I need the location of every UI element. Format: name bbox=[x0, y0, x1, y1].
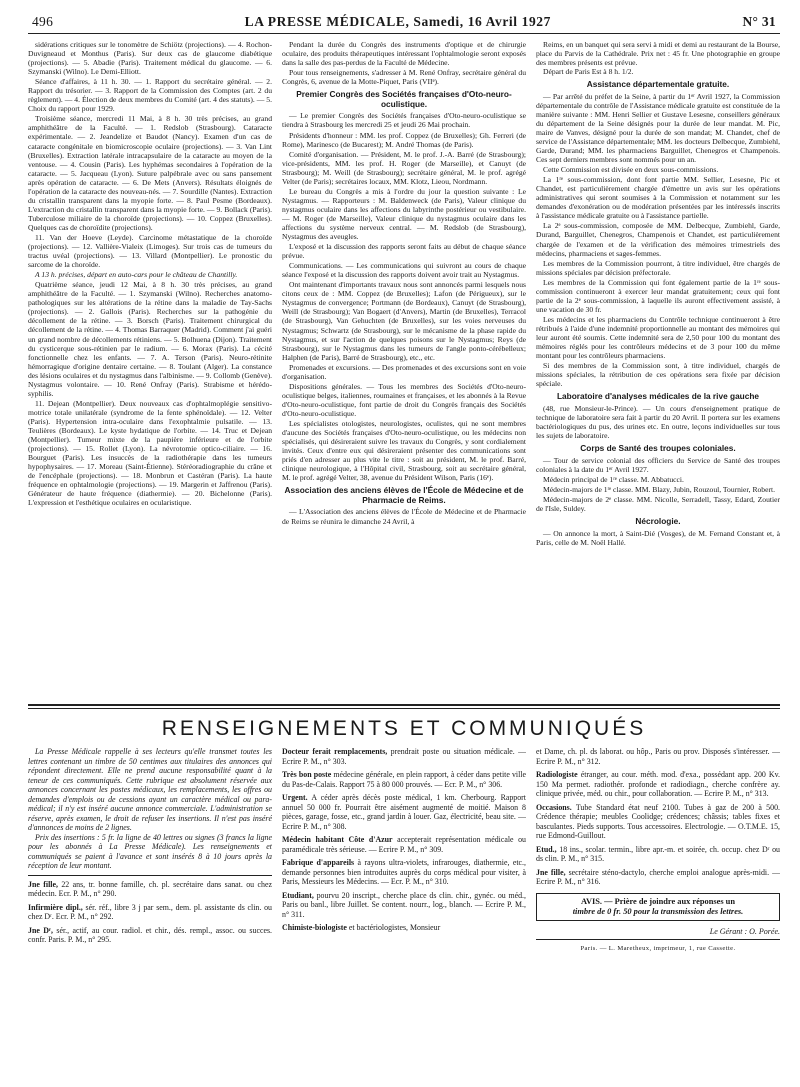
paragraph: Si des membres de la Commission sont, à titre individuel, chargés de missions spéciales, la rétribution de ces opérations sera fixée par décision spéciale. bbox=[536, 361, 780, 389]
paragraph: — On annonce la mort, à Saint-Dié (Vosges), de M. Fernand Constant et, à Paris, celle de M. Noël Hallé. bbox=[536, 528, 780, 547]
paragraph: Les spécialistes otologistes, neurologistes, oculistes, qui ne sont membres d'aucune des Sociétés françaises d'Oto-neuro-oculistique, ou les médecins non spécialisés, qui désireraient suivre les travaux du Congrès, y sont cordialement invités. Ceux d'entre eux qui désireraient présenter des communications sont priés d'en adresser au plus vite le titre : soit au président, M. le prof. Barré, clinique neurologique, à l'Hôpital civil, Strasbourg, soit au secrétaire général, M. le prof. agrégé Velter, 38, avenue du Président Wilson, Paris (16ᵉ). bbox=[282, 418, 526, 483]
paragraph: Médecin-majors de 1ʳᵉ classe. MM. Blazy, Jubin, Rouzoul, Tournier, Robert. bbox=[543, 484, 776, 494]
paragraph: — Le premier Congrès des Sociétés françaises d'Oto-neuro-oculistique se tiendra à Strasbourg les mercredi 25 et jeudi 26 Mai prochain. bbox=[282, 111, 526, 130]
ad-text: médecine générale, en plein rapport, à céder dans petite ville du Pas-de-Calais. Rapport 75 à 80 000 prouvés. — Ecr. P. M., n° 306. bbox=[282, 770, 526, 789]
ad-lead: Etudiant, bbox=[282, 890, 314, 900]
classifieds-column-3 bbox=[536, 747, 780, 1087]
classified-ad bbox=[536, 770, 780, 799]
ad-text: étranger, au cour. méth. mod. d'exa., possédant app. 200 Kv. 150 Ma permet. radiothér. profonde et radiodiagn., cherche confrère ay. clinique privée, méd. ou chir., pour collaboration. — Ecrire P. M., n° 313. bbox=[536, 770, 780, 798]
classifieds-columns bbox=[28, 747, 780, 1087]
ad-text: sér., actif, au cour. radiol. et chir., dés. rempl., assoc. ou succes. confr. Paris. P. M., n° 295. bbox=[28, 925, 272, 944]
paragraph: Troisième séance, mercredi 11 Mai, à 8 h. 30 très précises, au grand amphithéâtre de la Faculté. — 1. Redslob (Strasbourg). Cataracte expérimentale. — 2. Jeandelize et Baudot (Nancy). Examen d'un cas de cataracte congénitale en biomicroscopie oculaire (projections). — 3. Van Lint (Bruxelles). Extraction latérale intracapsulaire de la cataracte au moyen de la ventouse. — 4. Cousin (Paris). Les hyphémas secondaires à l'opération de la cataracte. — 5. Jacqueau (Lyon). Suture palpébrale avec ou sans pansement après opération de cataracte. — 6. De Mets (Anvers). Résultats éloignés de l'opération de la cataracte des nouveau-nés. — 7. Sourdille (Nantes). Extraction du cristallin transparent dans la myopie forte. — 8. Paul Pesme (Bordeaux). L'extraction du cristallin transparent dans la myopie forte. — 9. Bollack (Paris). Tuberculose miliaire de la choroïde (projections). — 10. Coppez (Bruxelles). Quelques cas de choroïdite (projections). bbox=[28, 114, 272, 232]
classified-ad bbox=[282, 747, 526, 766]
paragraph: Ont maintenant d'importants travaux nous sont annoncés parmi lesquels nous citons ceux de : MM. Coppez (de Bruxelles); Lafon (de Périgueux), sur le Nystagmus de convergence; Portmann (de Bordeaux), Canuyt (de Strasbourg), Weill (de Strasbourg); Van Bogaert (d'Anvers), Martin (de Bruxelles), Terracol (de Strasbourg), Van Gehuchten (de Bruxelles), sur les voies nerveuses du Nystagmus; Schwartz (de Strasbourg), sur le mécanisme de la phase rapide du Nystagmus, et sur l'action de quelques poisons sur le Nystagmus; Reys (de Strasbourg), sur le Nystagmus dans les tumeurs de l'angle ponto-cérébelleux; Halphen (de Paris), Barré de Strasbourg), etc., etc. bbox=[282, 280, 526, 362]
paragraph: Pour tous renseignements, s'adresser à M. René Onfray, secrétaire général du Congrès, 6, avenue de la Motte-Piquet, Paris (VIIᵉ). bbox=[282, 68, 526, 87]
ad-text: et bactériologistes, Monsieur bbox=[348, 923, 441, 932]
ad-lead: Occasions. bbox=[536, 802, 572, 812]
section-title: RENSEIGNEMENTS ET COMMUNIQUÉS bbox=[161, 717, 647, 740]
classified-ad bbox=[28, 880, 272, 899]
classified-ad bbox=[282, 858, 526, 887]
ad-text: 18 ins., scolar. termin., libre apr.-m. et soirée, ch. occup. chez Dʳ ou ds clin. P. M., n° 315. bbox=[536, 844, 780, 863]
classified-ad bbox=[536, 803, 780, 841]
ad-text: 22 ans, tr. bonne famille, ch. pl. secrétaire dans sanat. ou chez médecin. Ecr. P. M., n° 290. bbox=[28, 879, 272, 898]
notice-paragraph: La Presse Médicale rappelle à ses lecteurs qu'elle transmet toutes les lettres contenant un timbre de 50 centimes aux titulaires des annonces qui répondent directement. Elle ne prend aucune responsabilité quant à la teneur de ces communiqués. Cette rubrique est absolument réservée aux annonces concernant les postes médicaux, les remplacements, les offres ou demandes d'emplois ou de cessions ayant un caractère médical ou para-médical; il n'y est inséré aucune annonce commerciale. L'administration se réserve, après examen, le droit de refuser les insertions. Il n'est pas inséré d'annonces de moins de 2 lignes. bbox=[28, 747, 272, 832]
ad-lead: Jne fille, bbox=[28, 879, 58, 889]
notice-line: AVIS. — Prière de joindre aux réponses un bbox=[580, 896, 735, 906]
paragraph: Communications. — Les communications qui suivront au cours de chaque séance l'exposé et la discussion des rapports doivent avoir trait au Nystagmus. bbox=[282, 261, 526, 280]
paragraph: Quatrième séance, jeudi 12 Mai, à 8 h. 30 très précises, au grand amphithéâtre de la Faculté. — 1. Szymanski (Wilno). Recherches anatomo-pathologiques sur les altérations de la rétine dans la maladie de Tay-Sachs (projections). — 2. Gallois (Paris). Recherches sur la pathogénie du décollement de la rétine. — 3. Borsch (Paris). Traitement chirurgical du décollement de la rétine. — 4. Thomas Barraquer (Madrid). Comment j'ai guéri un grand nombre de décollements rétiniens. — 5. Bolhuena (Dijon). Traitement du cysticerque sous-rétinien par le radium. — 6. Morax (Paris). La cécité fonctionnelle chez les enfants. — 7. A. Terson (Paris). Neuro-rétinite hémorragique d'origine dentaire certaine. — 8. Toulant (Alger). La constance des lésions oculaires et du nystagmus dans l'albinisme. — 9. Collomb (Genève). Nystagmus volontaire. — 10. René Onfray (Paris). Strabisme et hérédo-syphilis. bbox=[28, 280, 272, 398]
classified-ad bbox=[28, 926, 272, 945]
ad-text: à rayons ultra-violets, infrarouges, diathermie, etc., demande personnes bien introduites auprès du corps médical pour visiter, à Paris, Messieurs les Médecins. — Ecr. P. M., n° 310. bbox=[282, 858, 526, 886]
classifieds-column-1 bbox=[28, 747, 272, 1087]
ad-text: prendrait poste ou situation médicale. — Ecrire P. M., n° 303. bbox=[282, 747, 526, 766]
page-number: 496 bbox=[32, 14, 54, 29]
printer-imprint: Paris. — L. Maretheux, imprimeur, 1, rue Cassette. bbox=[580, 945, 736, 952]
paragraph: — L'Association des anciens élèves de l'École de Médecine et de Pharmacie de Reims se réunira le dimanche 24 Avril, à bbox=[282, 507, 526, 526]
ad-text: pourvu 20 inscript., cherche place ds clin. chir., gynéc. ou méd., Paris ou banl., libre Juillet. Se content. nourr., log., blanch. — Ecrire P. M., n° 311. bbox=[282, 890, 526, 919]
paragraph: Le bureau du Congrès a mis à l'ordre du jour la question suivante : Le Nystagmus. — Rapporteurs : M. Baldenweck (de Paris), Valeur clinique du nystagmus oculaire dans les affections du labyrinthe postérieur ou vestibulaire. — M. Roger (de Marseille), Valeur clinique du nystagmus oculaire dans les affections du système nerveux central. — M. Redslob (de Strasbourg), Nystagmus des aveugles. bbox=[282, 186, 526, 242]
section-heading: Association des anciens élèves de l'École de Médecine et de Pharmacie de Reims. bbox=[284, 485, 524, 505]
ad-lead: Médecin habitant Côte d'Azur bbox=[282, 835, 393, 844]
classified-ad bbox=[282, 793, 526, 831]
ad-text: accepterait représentation médicale ou paramédicale très sérieuse. — Ecrire P. M., n° 309. bbox=[282, 835, 526, 854]
section-heading: Corps de Santé des troupes coloniales. bbox=[580, 443, 736, 454]
ad-text: et Dame, ch. pl. ds laborat. ou hôp., Paris ou prov. Disposés s'intéresser. — Ecrire P. M., n° 312. bbox=[536, 747, 780, 766]
paragraph: L'exposé et la discussion des rapports seront faits au début de chaque séance prévue. bbox=[282, 242, 526, 261]
classifieds-column-2 bbox=[282, 747, 526, 1087]
ad-lead: Radiologiste bbox=[536, 770, 578, 779]
paragraph: Reims, en un banquet qui sera servi à midi et demi au restaurant de la Bourse, place du Parvis de la Cathédrale. Prix net : 45 fr. Une photographie en groupe des membres présents est prévue. bbox=[536, 40, 780, 68]
paragraph: La 1ʳᵉ sous-commission, dont font partie MM. Sellier, Lesesne, Pic et Chandet, est particulièrement chargée d'émettre un avis sur les opérations administratives qui seront soumises à la Commission et notamment sur les demandes d'exonération ou de modération présentées par les intéressés inscrits à l'assistance médicale gratuite ou à l'assistance partielle. bbox=[536, 175, 780, 221]
notice-line: timbre de 0 fr. 50 pour la transmission des lettres. bbox=[572, 906, 744, 916]
classified-ad bbox=[536, 845, 780, 864]
paragraph: Cette Commission est divisée en deux sous-commissions. bbox=[543, 165, 719, 175]
paragraph: Médecin-majors de 2ᵉ classe. MM. Nicolle, Serradell, Tassy, Edard, Zoutier de l'Isle, Suldey. bbox=[536, 494, 780, 513]
section-divider bbox=[28, 708, 780, 709]
ad-lead: Jne fille, bbox=[536, 867, 566, 877]
paragraph: Comité d'organisation. — Président, M. le prof. J.-A. Barré (de Strasbourg); vice-présidents, MM. les prof. H. Roger (de Marseille), et Canuyt (de Strasbourg); M. Weill (de Strasbourg); secrétaire général, M. le prof. agrégé Velter (de Paris); secrétaires locaux, MM. Klotz, Lieou, Nordmann. bbox=[282, 149, 526, 186]
paragraph: — Tour de service colonial des officiers du Service de Santé des troupes coloniales à la date du 1ᵉʳ Avril 1927. bbox=[536, 455, 780, 474]
classified-ad bbox=[282, 835, 526, 854]
paragraph: Séance d'affaires, à 11 h. 30. — 1. Rapport du secrétaire général. — 2. Rapport du trésorier. — 3. Rapport de la Commission des Comptes (art. 2 du règlement). — 4. Élection de deux membres du Comité (art. 4 des statuts). — 5. Choix du rapport pour 1929. bbox=[28, 77, 272, 114]
issue-number: N° 31 bbox=[742, 14, 776, 29]
paragraph: 11. Dejean (Montpellier). Deux nouveaux cas d'ophtalmoplégie sensitivo-motrice totale unilatérale (syndrome de la fente sphénoïdale). — 12. Velter (Paris). Hypertension intra-oculaire dans l'exophtalmie pulsatile. — 13. Teulières (Bordeaux). Le kyste hydatique de l'orbite. — 14. Truc et Dejean (Montpellier). Tumeur mixte de la paupière inférieure et de l'orbite (projections). — 15. Rollet (Lyon). La névrotomie optico-ciliaire. — 16. Bourguet (Paris). Les insuccès de la radiothérapie dans les tumeurs hypophysaires. — 17. Moreau (Saint-Étienne). Stéréoradiographie du crâne et de l'encéphale (projections). — 18. Monbrun et Castéran (Paris). La haute fréquence en ophtalmologie (projections). — 19. Margerin et Jaffrenou (Paris). Générateur de haute fréquence (diathermie). — 20. Bichelonne (Paris). L'expression et l'esthétique oculaires en ocularistique. bbox=[28, 398, 272, 508]
paragraph: Les membres de la Commission qui font également partie de la 1ʳᵉ sous-commission continueront à exercer leur mandat gratuitement; ceux qui font partie de la 2ᵉ sous-commission, à laquelle ils auront effectivement assisté, à une vacation de 30 fr. bbox=[536, 277, 780, 314]
paragraph: Promenades et excursions. — Des promenades et des excursions sont en voie d'organisation. bbox=[282, 362, 526, 381]
ad-lead: Docteur ferait remplacements, bbox=[282, 747, 388, 756]
paragraph: Départ de Paris Est à 8 h. 1/2. bbox=[543, 67, 634, 77]
paragraph: — Par arrêté du préfet de la Seine, à partir du 1ᵉʳ Avril 1927, la Commission départementale du contrôle de l'Assistance médicale gratuite est constituée de la manière suivante : MM. Henri Sellier et Gustave Lesesne, conseillers généraux du département de la Seine désignés pour la durée de leur mandat. M. Pic, maire de Vanves, désigné pour la durée de son mandat; M. Chandet, chef de service de l'Assistance départementale; MM. les docteurs Delbecque, Zumbiehl, Garde, Durand; MM. les pharmaciens Barguillet, Chenegros et Champenois. Ces sept derniers membres sont nommés pour un an. bbox=[536, 91, 780, 165]
paragraph: Les membres de la Commission pourront, à titre individuel, être chargés de missions spéciales par décision préfectorale. bbox=[536, 258, 780, 277]
section-heading: Assistance départementale gratuite. bbox=[586, 79, 730, 90]
ad-lead: Fabrique d'appareils bbox=[282, 858, 355, 867]
ad-lead: Urgent. bbox=[282, 793, 308, 802]
ad-lead: Infirmière dipl., bbox=[28, 902, 83, 912]
paragraph: Pendant la durée du Congrès des instruments d'optique et de chirurgie oculaire, des produits thérapeutiques intéressant l'ophtalmologie seront exposés dans la salle des pas-perdus de la Faculté de Médecine. bbox=[282, 40, 526, 68]
notice-intro bbox=[28, 747, 272, 876]
news-columns bbox=[28, 40, 780, 700]
column-2 bbox=[282, 40, 526, 700]
paragraph: Les médecins et les pharmaciens du Contrôle technique continueront à être rétribués à l'aide d'une indemnité proportionnelle au montant des mémoires qui leur auront été soumis. Cette indemnité sera de 2,50 pour 100 du montant des mémoires réglés pour les contrôleurs médecins et de 3 pour 100 du même montant pour les contrôleurs pharmaciens. bbox=[536, 314, 780, 361]
ad-lead: Etud., bbox=[536, 844, 557, 854]
classified-ad bbox=[282, 770, 526, 789]
paragraph: (48, rue Monsieur-le-Prince). — Un cours d'enseignement pratique de technique de laboratoire sera fait à partir du 20 Avril. Il portera sur les examens bactériologiques du pus, des urines etc. En outre, leçons individuelles sur tous les sujets de laboratoire. bbox=[536, 403, 780, 441]
page-header bbox=[28, 14, 780, 34]
paragraph: sidérations critiques sur le tonomètre de Schiötz (projections). — 4. Rochon-Duvigneaud et Monthus (Paris). Sur deux cas de glaucome diabétique (projections). — 5. Abadie (Paris). Traitement médical du glaucome. — 6. Szymanski (Wilno). Le Demi-Elliott. bbox=[28, 40, 272, 77]
section-divider bbox=[28, 704, 780, 706]
column-3 bbox=[536, 40, 780, 700]
section-heading: Premier Congrès des Sociétés françaises d'Oto-neuro-oculistique. bbox=[296, 89, 512, 109]
paragraph: Dispositions générales. — Tous les membres des Sociétés d'Oto-neuro-oculistique belges, italiennes, roumaines et françaises, et les abonnés à la Revue d'Oto-neuro-oculistique, font partie de droit du Congrès français des Sociétés d'Oto-neuro-oculistique. bbox=[282, 381, 526, 418]
ad-text: Tube Standard état neuf 2100. Tubes à gaz de 200 à 500. Crédence thérapie; meubles Coolidge; crédences; châssis; tables fixes et basculantes. Pieds supports. Tous accessoires. Electrologie. — O.T.M.E. 15, rue Edmond-Guillout. bbox=[536, 802, 780, 840]
classified-ad bbox=[536, 868, 780, 887]
notice-box bbox=[536, 893, 780, 921]
ad-text: sér. réf., libre 3 j par sem., dem. pl. assistante ds clin. ou chez Dʳ. Ecr. P. M., n° 292. bbox=[28, 902, 272, 921]
ad-text: secrétaire sténo-dactylo, cherche emploi analogue après-midi. — Ecrire P. M., n° 316. bbox=[536, 867, 780, 886]
paragraph: Présidents d'honneur : MM. les prof. Coppez (de Bruxelles); Gh. Ferreri (de Rome), Marinesco (de Bucarest); M. André Thomas (de Paris). bbox=[282, 130, 526, 149]
classified-ad bbox=[282, 923, 526, 933]
ad-lead: Chimiste-biologiste bbox=[282, 923, 347, 932]
classified-ad bbox=[536, 747, 780, 766]
paragraph: Médecin principal de 1ʳᵉ classe. M. Abbatucci. bbox=[543, 474, 684, 484]
classified-ad bbox=[282, 891, 526, 920]
section-heading: Nécrologie. bbox=[635, 515, 681, 526]
ad-lead: Jne Dʳ, bbox=[28, 925, 53, 935]
notice-paragraph: Prix des insertions : 5 fr. la ligne de 40 lettres ou signes (3 francs la ligne pour les abonnés à La Presse Médicale). Les renseignements et communiqués se paient à l'avance et sont insérés 8 à 10 jours après la réception de leur montant. bbox=[28, 832, 272, 870]
paragraph: La 2ᵉ sous-commission, composée de MM. Delbecque, Zumbiehl, Garde, Durand, Barguillet, Chenegros, Champenois et Chandet, est particulièrement chargée de l'examen et de la vérification des mémoires trimestriels des médecins, pharmaciens et sages-femmes. bbox=[536, 221, 780, 258]
paragraph: A 13 h. précises, départ en auto-cars pour le château de Chantilly. bbox=[35, 270, 238, 280]
newspaper-title: LA PRESSE MÉDICALE, Samedi, 16 Avril 1927 bbox=[244, 14, 551, 29]
ad-lead: Très bon poste bbox=[282, 770, 332, 779]
paragraph: 11. Van der Hoeve (Leyde). Carcinome métastatique de la choroïde (projections). — 12. Vallière-Vialeix (Limoges). Sur trois cas de tumeurs du tractus uvéal (projections). — 13. Villard (Montpellier). Le pronostic du sarcome de la choroïde. bbox=[28, 232, 272, 270]
column-1 bbox=[28, 40, 272, 700]
ad-text: A céder après décès poste médical, 1 km. Cherbourg. Rapport annuel 50 000 fr. Pourrait être aisément augmenté de moitié. Maison 8 pièces, garage, fosse, etc., grand jardin à louer. Gaz, électricité, beau site. — Ecrire P. M., n° 308. bbox=[282, 793, 526, 831]
newspaper-page bbox=[28, 14, 780, 1087]
section-heading: Laboratoire d'analyses médicales de la rive gauche bbox=[556, 391, 760, 402]
classified-ad bbox=[28, 903, 272, 922]
publisher-manager: Le Gérant : O. Porée. bbox=[536, 927, 780, 941]
